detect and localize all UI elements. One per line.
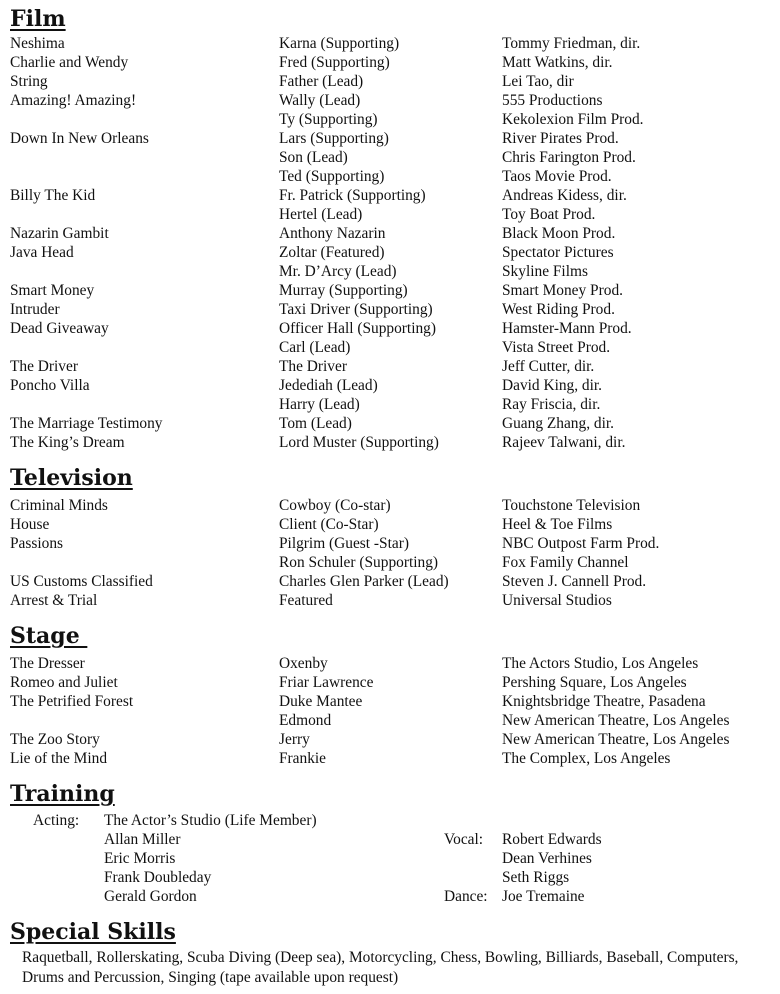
role: Hertel (Lead) xyxy=(279,206,363,223)
dance-teacher: Joe Tremaine xyxy=(502,888,585,905)
production-title: Arrest & Trial xyxy=(10,592,98,609)
credit-row xyxy=(0,167,780,186)
role: Lord Muster (Supporting) xyxy=(279,434,439,451)
credit-row xyxy=(0,338,780,357)
producer-director: Matt Watkins, dir. xyxy=(502,54,613,71)
role: Featured xyxy=(279,592,333,609)
production-title: Java Head xyxy=(10,244,74,261)
production-title: Dead Giveaway xyxy=(10,320,109,337)
producer-director: Universal Studios xyxy=(502,592,612,609)
credit-row xyxy=(0,72,780,91)
role: Father (Lead) xyxy=(279,73,364,90)
role: Karna (Supporting) xyxy=(279,35,400,52)
film-heading: Film xyxy=(10,6,66,32)
producer-director: New American Theatre, Los Angeles xyxy=(502,731,730,748)
credit-row xyxy=(0,711,780,730)
role: Lars (Supporting) xyxy=(279,130,389,147)
role: Charles Glen Parker (Lead) xyxy=(279,573,449,590)
producer-director: Steven J. Cannell Prod. xyxy=(502,573,647,590)
role: Oxenby xyxy=(279,655,328,672)
production-title: Poncho Villa xyxy=(10,377,90,394)
producer-director: The Complex, Los Angeles xyxy=(502,750,671,767)
credit-row xyxy=(0,414,780,433)
production-title: House xyxy=(10,516,50,533)
training-row xyxy=(0,811,780,830)
dance-label: Dance: xyxy=(444,888,488,905)
training-row xyxy=(0,887,780,906)
acting-teacher: Gerald Gordon xyxy=(104,888,197,905)
credit-row xyxy=(0,110,780,129)
production-title: Down In New Orleans xyxy=(10,130,149,147)
credit-row xyxy=(0,186,780,205)
production-title: The Dresser xyxy=(10,655,85,672)
producer-director: River Pirates Prod. xyxy=(502,130,619,147)
producer-director: Kekolexion Film Prod. xyxy=(502,111,644,128)
role: Ron Schuler (Supporting) xyxy=(279,554,439,571)
television-heading: Television xyxy=(10,465,133,491)
credit-row xyxy=(0,730,780,749)
producer-director: Touchstone Television xyxy=(502,497,641,514)
role: Officer Hall (Supporting) xyxy=(279,320,437,337)
role: Jedediah (Lead) xyxy=(279,377,378,394)
credit-row xyxy=(0,205,780,224)
production-title: The Marriage Testimony xyxy=(10,415,163,432)
role: Ty (Supporting) xyxy=(279,111,378,128)
producer-director: Heel & Toe Films xyxy=(502,516,613,533)
producer-director: Pershing Square, Los Angeles xyxy=(502,674,687,691)
credit-row xyxy=(0,34,780,53)
vocal-teacher: Dean Verhines xyxy=(502,850,592,867)
vocal-teacher: Robert Edwards xyxy=(502,831,602,848)
credit-row xyxy=(0,749,780,768)
acting-label: Acting: xyxy=(33,812,80,829)
credit-row xyxy=(0,129,780,148)
role: Duke Mantee xyxy=(279,693,363,710)
production-title: US Customs Classified xyxy=(10,573,153,590)
production-title: Romeo and Juliet xyxy=(10,674,118,691)
role: Carl (Lead) xyxy=(279,339,351,356)
producer-director: Guang Zhang, dir. xyxy=(502,415,614,432)
credit-row xyxy=(0,281,780,300)
role: Client (Co-Star) xyxy=(279,516,379,533)
role: Harry (Lead) xyxy=(279,396,360,413)
role: Anthony Nazarin xyxy=(279,225,386,242)
production-title: Nazarin Gambit xyxy=(10,225,109,242)
acting-teacher: Frank Doubleday xyxy=(104,869,212,886)
production-title: Smart Money xyxy=(10,282,95,299)
producer-director: Vista Street Prod. xyxy=(502,339,611,356)
role: Tom (Lead) xyxy=(279,415,352,432)
production-title: Neshima xyxy=(10,35,65,52)
credit-row xyxy=(0,572,780,591)
producer-director: Fox Family Channel xyxy=(502,554,629,571)
production-title: The Driver xyxy=(10,358,78,375)
credit-row xyxy=(0,395,780,414)
producer-director: David King, dir. xyxy=(502,377,603,394)
producer-director: Toy Boat Prod. xyxy=(502,206,596,223)
role: Pilgrim (Guest -Star) xyxy=(279,535,409,552)
role: Fred (Supporting) xyxy=(279,54,390,71)
credit-row xyxy=(0,654,780,673)
producer-director: Rajeev Talwani, dir. xyxy=(502,434,626,451)
role: Wally (Lead) xyxy=(279,92,361,109)
role: Jerry xyxy=(279,731,310,748)
role: Frankie xyxy=(279,750,327,767)
production-title: Amazing! Amazing! xyxy=(10,92,137,109)
role: Fr. Patrick (Supporting) xyxy=(279,187,426,204)
producer-director: Knightsbridge Theatre, Pasadena xyxy=(502,693,706,710)
production-title: Passions xyxy=(10,535,64,552)
producer-director: Hamster-Mann Prod. xyxy=(502,320,632,337)
vocal-label: Vocal: xyxy=(444,831,484,848)
producer-director: Taos Movie Prod. xyxy=(502,168,612,185)
role: Edmond xyxy=(279,712,332,729)
role: Murray (Supporting) xyxy=(279,282,408,299)
training-row xyxy=(0,830,780,849)
credit-row xyxy=(0,496,780,515)
acting-teacher: Eric Morris xyxy=(104,850,176,867)
producer-director: Spectator Pictures xyxy=(502,244,614,261)
stage-credits xyxy=(0,654,780,768)
producer-director: Smart Money Prod. xyxy=(502,282,623,299)
producer-director: NBC Outpost Farm Prod. xyxy=(502,535,660,552)
role: Zoltar (Featured) xyxy=(279,244,385,261)
production-title: Criminal Minds xyxy=(10,497,108,514)
credit-row xyxy=(0,433,780,452)
credit-row xyxy=(0,53,780,72)
production-title: Lie of the Mind xyxy=(10,750,108,767)
role: Mr. D’Arcy (Lead) xyxy=(279,263,397,280)
credit-row xyxy=(0,319,780,338)
producer-director: Tommy Friedman, dir. xyxy=(502,35,641,52)
credit-row xyxy=(0,515,780,534)
training-block xyxy=(0,811,780,906)
training-heading: Training xyxy=(10,781,115,807)
acting-teacher: Allan Miller xyxy=(104,831,181,848)
producer-director: Chris Farington Prod. xyxy=(502,149,636,166)
production-title: String xyxy=(10,73,48,90)
special-skills-heading: Special Skills xyxy=(10,919,176,945)
production-title: Billy The Kid xyxy=(10,187,96,204)
producer-director: Andreas Kidess, dir. xyxy=(502,187,627,204)
producer-director: Ray Friscia, dir. xyxy=(502,396,601,413)
vocal-teacher: Seth Riggs xyxy=(502,869,570,886)
credit-row xyxy=(0,300,780,319)
acting-teacher: The Actor’s Studio (Life Member) xyxy=(104,812,317,829)
special-skills-text: Raquetball, Rollerskating, Scuba Diving (Deep sea), Motorcycling, Chess, Bowling, Billiards, Baseball, Computers, Drums and Percussion, Singing (tape available upon request) xyxy=(22,949,739,986)
role: Son (Lead) xyxy=(279,149,348,166)
production-title: The Zoo Story xyxy=(10,731,100,748)
producer-director: The Actors Studio, Los Angeles xyxy=(502,655,699,672)
stage-heading: Stage xyxy=(10,623,88,649)
credit-row xyxy=(0,534,780,553)
producer-director: Lei Tao, dir xyxy=(502,73,574,90)
producer-director: Skyline Films xyxy=(502,263,588,280)
film-credits xyxy=(0,34,780,452)
role: The Driver xyxy=(279,358,347,375)
credit-row xyxy=(0,591,780,610)
production-title: Charlie and Wendy xyxy=(10,54,129,71)
production-title: Intruder xyxy=(10,301,60,318)
training-row xyxy=(0,868,780,887)
role: Cowboy (Co-star) xyxy=(279,497,391,514)
credit-row xyxy=(0,148,780,167)
credit-row xyxy=(0,357,780,376)
credit-row xyxy=(0,553,780,572)
producer-director: West Riding Prod. xyxy=(502,301,615,318)
credit-row xyxy=(0,224,780,243)
producer-director: 555 Productions xyxy=(502,92,603,109)
role: Taxi Driver (Supporting) xyxy=(279,301,433,318)
production-title: The King’s Dream xyxy=(10,434,125,451)
role: Friar Lawrence xyxy=(279,674,374,691)
producer-director: New American Theatre, Los Angeles xyxy=(502,712,730,729)
credit-row xyxy=(0,673,780,692)
production-title: The Petrified Forest xyxy=(10,693,134,710)
credit-row xyxy=(0,692,780,711)
training-row xyxy=(0,849,780,868)
credit-row xyxy=(0,376,780,395)
producer-director: Black Moon Prod. xyxy=(502,225,616,242)
credit-row xyxy=(0,91,780,110)
role: Ted (Supporting) xyxy=(279,168,385,185)
credit-row xyxy=(0,243,780,262)
producer-director: Jeff Cutter, dir. xyxy=(502,358,595,375)
credit-row xyxy=(0,262,780,281)
television-credits xyxy=(0,496,780,610)
